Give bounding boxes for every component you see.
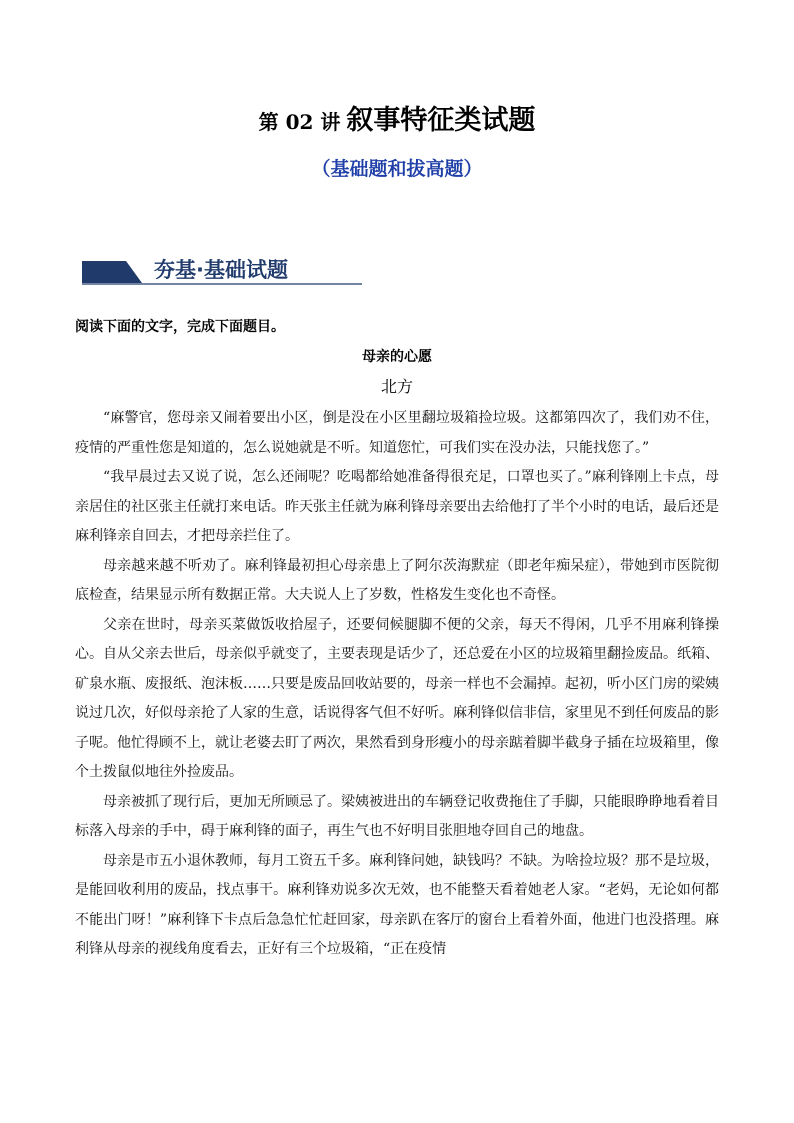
lecture-number: 第 02 讲 [258,110,341,134]
paragraph: 母亲被抓了现行后，更加无所顾忌了。梁姨被进出的车辆登记收费拖住了手脚，只能眼睁睁地看着目标落入母亲的手中，碍于麻利锋的面子，再生气也不好明目张胆地夺回自己的地盘。 [75,793,719,839]
paragraph: 父亲在世时，母亲买菜做饭收拾屋子，还要伺候腿脚不便的父亲，每天不得闲，几乎不用麻利锋操心。自从父亲去世后，母亲似乎就变了，主要表现是话少了，还总爱在小区的垃圾箱里翻捡废品。纸箱、矿泉水瓶、废报纸、泡沫板……只要是废品回收站要的，母亲一样也不会漏掉。起初，听小区门房的梁姨说过几次，好似母亲抢了人家的生意，话说得客气但不好听。麻利锋似信非信，家里见不到任何废品的影子呢。他忙得顾不上，就让老婆去盯了两次，果然看到身形瘦小的母亲踮着脚半截身子插在垃圾箱里，像个土拨鼠似地往外捡废品。 [75,616,719,780]
page-subtitle: （基础题和拔高题） [311,158,483,180]
section-label: 夯基·基础试题 [154,258,288,282]
paragraph: “我早晨过去又说了说，怎么还闹呢？吃喝都给她准备得很充足，口罩也买了。”麻利锋刚上卡点，母亲居住的社区张主任就打来电话。昨天张主任就为麻利锋母亲要出去给他打了半个小时的电话，最后还是麻利锋亲自回去，才把母亲拦住了。 [75,469,719,544]
section-header [82,253,364,287]
page-title [0,98,794,137]
article-title: 母亲的心愿 [362,349,432,365]
lecture-topic: 叙事特征类试题 [346,105,536,136]
banner-shape [82,261,142,283]
article-body [75,404,719,965]
reading-instruction: 阅读下面的文字，完成下面题目。 [75,319,285,335]
paragraph: “麻警官，您母亲又闹着要出小区，倒是没在小区里翻垃圾箱捡垃圾。这都第四次了，我们劝不住，疫情的严重性您是知道的，怎么说她就是不听。知道您忙，可我们实在没办法，只能找您了。” [75,410,719,456]
paragraph: 母亲是市五小退休教师，每月工资五千多。麻利锋问她，缺钱吗？不缺。为啥捡垃圾？那不是垃圾，是能回收利用的废品，找点事干。麻利锋劝说多次无效，也不能整天看着她老人家。“老妈，无论如何都不能出门呀！”麻利锋下卡点后急急忙忙赶回家，母亲趴在客厅的窗台上看着外面，他进门也没搭理。麻利锋从母亲的视线角度看去，正好有三个垃圾箱，“正在疫情 [75,852,719,957]
article-author: 北方 [380,377,413,396]
paragraph: 母亲越来越不听劝了。麻利锋最初担心母亲患上了阿尔茨海默症（即老年痴呆症），带她到市医院彻底检查，结果显示所有数据正常。大夫说人上了岁数，性格发生变化也不奇怪。 [75,557,719,603]
